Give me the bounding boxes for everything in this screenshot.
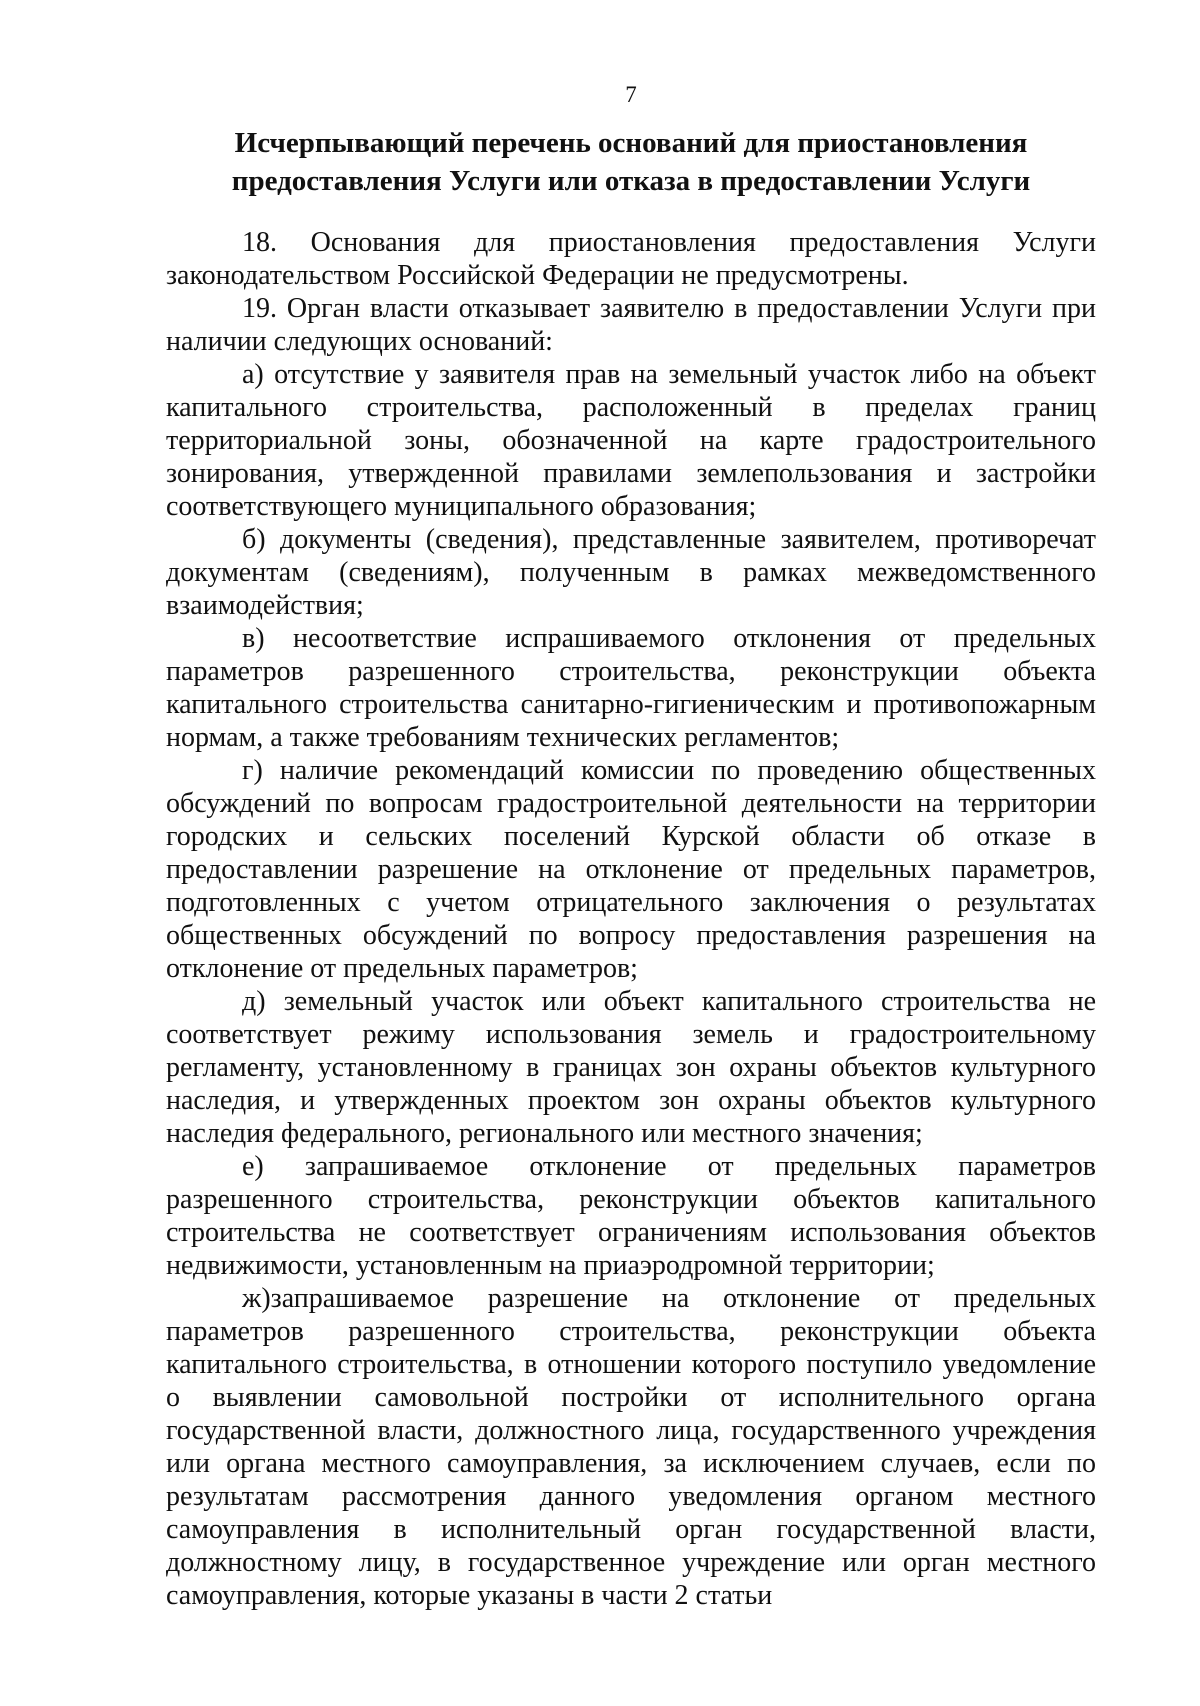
page-number: 7 <box>625 82 637 107</box>
paragraph-v: в) несоответствие испрашиваемого отклонения от предельных параметров разрешенного строительства, реконструкции объекта капитального строительства санитарно-гигиеническим и противопожарным нормам, а также требованиям технических регламентов; <box>166 623 1096 753</box>
heading-line-1: Исчерпывающий перечень оснований для приостановления <box>234 127 1028 159</box>
section-heading <box>166 124 1096 200</box>
paragraph-18: 18. Основания для приостановления предоставления Услуги законодательством Российской Федерации не предусмотрены. <box>166 227 1096 291</box>
paragraph-zh: ж)запрашиваемое разрешение на отклонение от предельных параметров разрешенного строительства, реконструкции объекта капитального строительства, в отношении которого поступило уведомление о выявлении самовольной постройки от исполнительного органа государственной власти, должностного лица, государственного учреждения или органа местного самоуправления, за исключением случаев, если по результатам рассмотрения данного уведомления органом местного самоуправления в исполнительный орган государственной власти, должностному лицу, в государственное учреждение или орган местного самоуправления, которые указаны в части 2 статьи <box>166 1283 1096 1611</box>
document-page <box>166 80 1096 1612</box>
heading-line-2: предоставления Услуги или отказа в предоставлении Услуги <box>231 165 1031 197</box>
paragraph-e: е) запрашиваемое отклонение от предельных параметров разрешенного строительства, реконструкции объектов капитального строительства не соответствует ограничениям использования объектов недвижимости, установленным на приаэродромной территории; <box>166 1151 1096 1281</box>
paragraph-d: д) земельный участок или объект капитального строительства не соответствует режиму использования земель и градостроительному регламенту, установленному в границах зон охраны объектов культурного наследия, и утвержденных проектом зон охраны объектов культурного наследия федерального, регионального или местного значения; <box>166 986 1096 1149</box>
paragraph-19: 19. Орган власти отказывает заявителю в предоставлении Услуги при наличии следующих оснований: <box>166 293 1096 357</box>
body-text <box>166 226 1096 1612</box>
paragraph-b: б) документы (сведения), представленные заявителем, противоречат документам (сведениям), полученным в рамках межведомственного взаимодействия; <box>166 524 1096 621</box>
paragraph-a: а) отсутствие у заявителя прав на земельный участок либо на объект капитального строительства, расположенный в пределах границ территориальной зоны, обозначенной на карте градостроительного зонирования, утвержденной правилами землепользования и застройки соответствующего муниципального образования; <box>166 359 1096 522</box>
paragraph-g: г) наличие рекомендаций комиссии по проведению общественных обсуждений по вопросам градостроительной деятельности на территории городских и сельских поселений Курской области об отказе в предоставлении разрешение на отклонение от предельных параметров, подготовленных с учетом отрицательного заключения о результатах общественных обсуждений по вопросу предоставления разрешения на отклонение от предельных параметров; <box>166 755 1096 984</box>
